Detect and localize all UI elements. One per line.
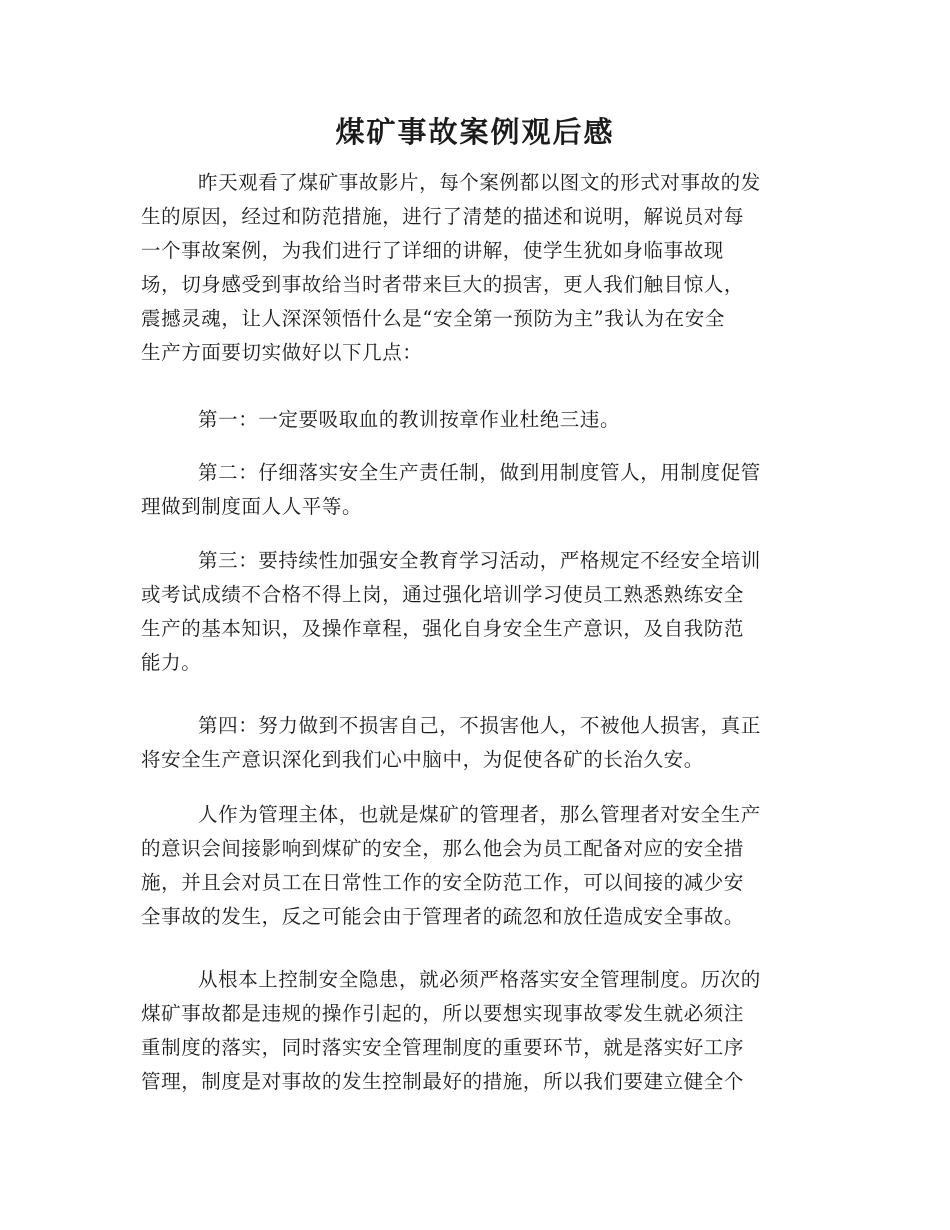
paragraph-line: 理做到制度面人人平等。 [141,495,363,518]
paragraph-line: 全事故的发生，反之可能会由于管理者的疏忽和放任造成安全事故。 [141,905,745,928]
paragraph-line: 生的原因，经过和防范措施，进行了清楚的描述和说明，解说员对每 [141,205,745,228]
document-title: 煤矿事故案例观后感 [335,115,615,149]
paragraph-line: 生产的基本知识，及操作章程，强化自身安全生产意识，及自我防范 [141,617,745,640]
paragraph-management [141,798,761,934]
paragraph-line: 从根本上控制安全隐患，就必须严格落实安全管理制度。历次的 [198,968,761,991]
paragraph-line: 昨天观看了煤矿事故影片，每个案例都以图文的形式对事故的发 [198,171,761,194]
paragraph-line: 的意识会间接影响到煤矿的安全，那么他会为员工配备对应的安全措 [141,837,745,860]
paragraph-intro [141,166,761,370]
paragraph-line: 一个事故案例，为我们进行了详细的讲解，使学生犹如身临事故现 [141,239,724,262]
paragraph-line: 第二：仔细落实安全生产责任制，做到用制度管人，用制度促管 [198,461,761,484]
paragraph-point-two [141,456,761,524]
paragraph-line: 管理，制度是对事故的发生控制最好的措施，所以我们要建立健全个 [141,1070,745,1093]
paragraph-line: 人作为管理主体，也就是煤矿的管理者，那么管理者对安全生产 [198,803,761,826]
paragraph-point-four [141,709,761,777]
paragraph-point-one [141,403,620,437]
paragraph-point-three [141,544,761,680]
paragraph-line: 第四：努力做到不损害自己，不损害他人，不被他人损害，真正 [198,714,761,737]
paragraph-line: 能力。 [141,651,202,674]
paragraph-line: 施，并且会对员工在日常性工作的安全防范工作，可以间接的减少安 [141,871,745,894]
paragraph-root-control [141,963,761,1099]
paragraph-line: 第一：一定要吸取血的教训按章作业杜绝三违。 [198,408,621,431]
paragraph-line: 震撼灵魂，让人深深领悟什么是“安全第一预防为主”我认为在安全 [141,307,725,330]
paragraph-line: 煤矿事故都是违规的操作引起的，所以要想实现事故零发生就必须注 [141,1002,745,1025]
paragraph-line: 或考试成绩不合格不得上岗，通过强化培训学习使员工熟悉熟练安全 [141,583,745,606]
paragraph-line: 场，切身感受到事故给当时者带来巨大的损害，更人我们触目惊人， [141,273,745,296]
paragraph-line: 将安全生产意识深化到我们心中脑中，为促使各矿的长治久安。 [141,748,704,771]
paragraph-line: 第三：要持续性加强安全教育学习活动，严格规定不经安全培训 [198,549,761,572]
paragraph-line: 重制度的落实，同时落实安全管理制度的重要环节，就是落实好工序 [141,1036,745,1059]
paragraph-line: 生产方面要切实做好以下几点： [141,341,423,364]
